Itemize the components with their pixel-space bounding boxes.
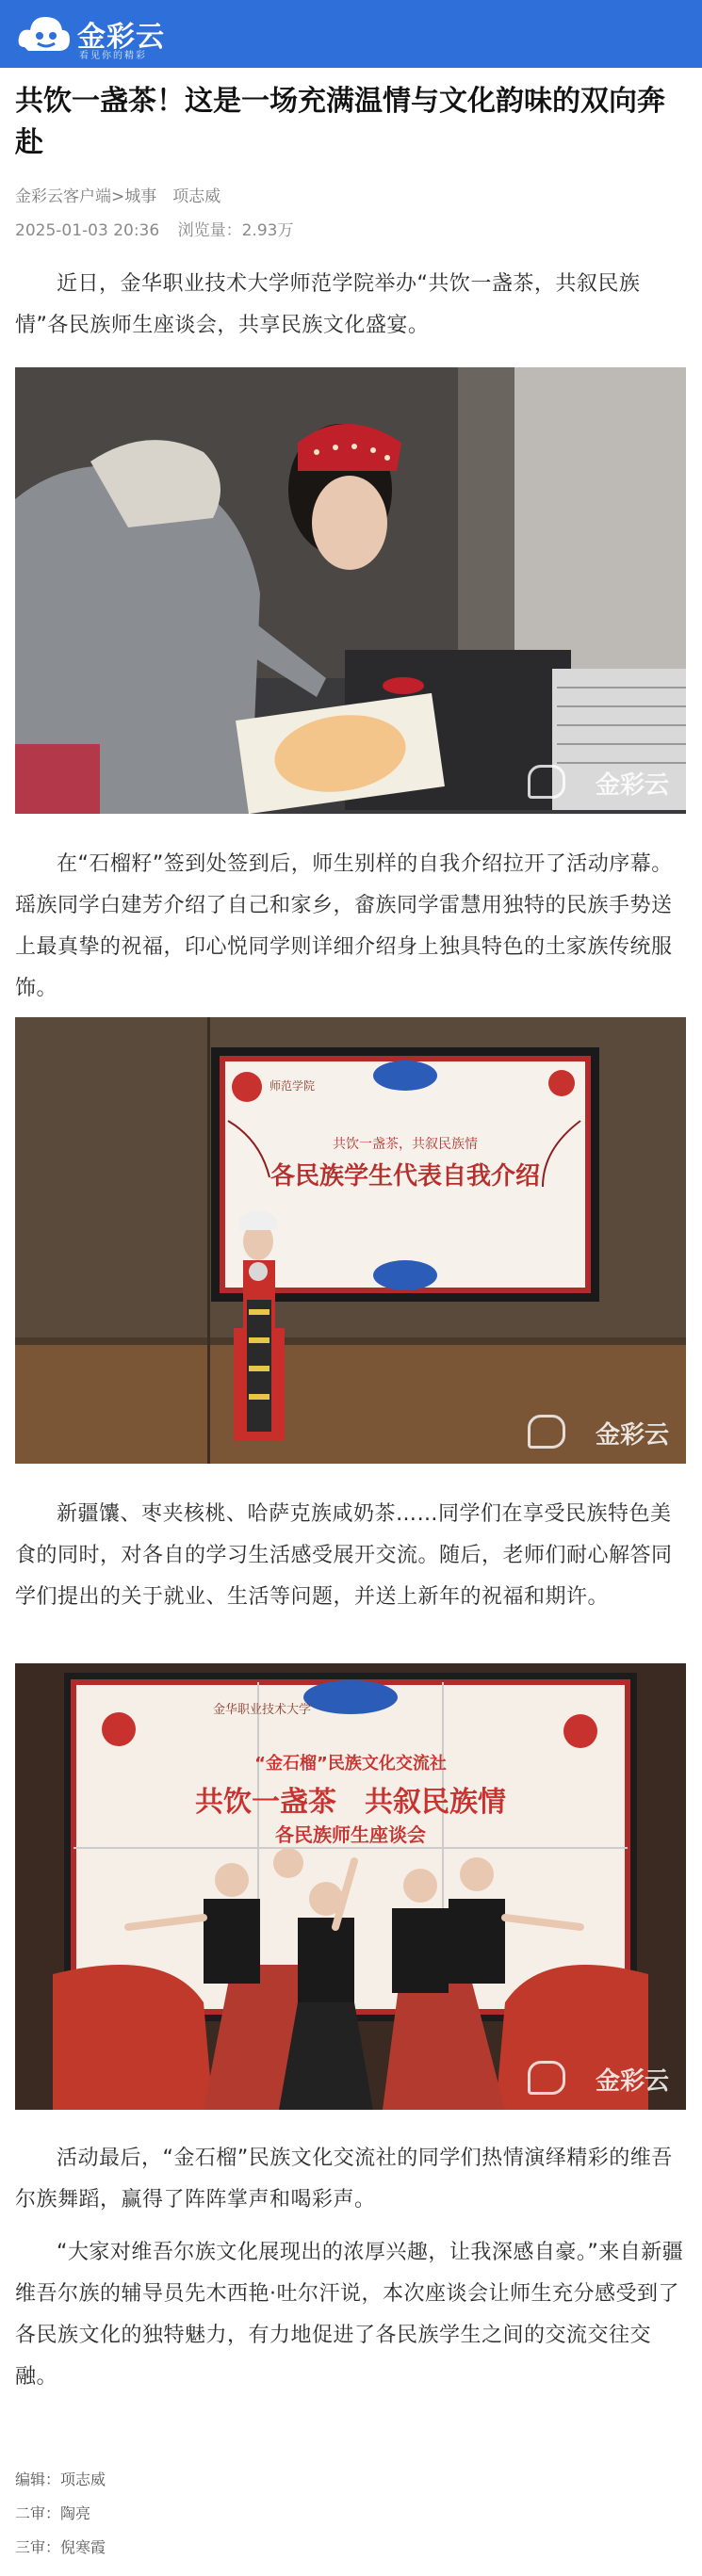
article-photo-dance[interactable] <box>15 1663 686 2110</box>
logo-text: 金彩云 <box>77 21 165 54</box>
publish-date: 2025-01-03 20:36 <box>15 221 160 240</box>
screen-line-1: 共饮一盏茶，共叙民族情 <box>333 1137 478 1152</box>
photo-dance-illustration <box>15 1663 686 2110</box>
watermark-logo-icon <box>528 1415 565 1449</box>
editor-credit: 编辑：项志威 <box>15 2471 106 2488</box>
article-source <box>15 183 220 206</box>
article-paragraph: 近日，金华职业技术大学师范学院举办“共饮一盏茶，共叙民族情”各民族师生座谈会，共享民族文化盛宴。 <box>15 272 641 337</box>
article-paragraph: “大家对维吾尔族文化展现出的浓厚兴趣，让我深感自豪。”来自新疆维吾尔族的辅导员先木西艳·吐尔汗说，本次座谈会让师生充分感受到了各民族文化的独特魅力，有力地促进了各民族学生之间的交流交往交融。 <box>15 2241 684 2389</box>
watermark-logo-icon <box>528 2061 565 2095</box>
screen-line-3: 各民族师生座谈会 <box>275 1823 426 1846</box>
screen-logo: 金华职业技术大学 <box>213 1703 312 1717</box>
app-header <box>0 0 702 68</box>
screen-line-2: 共饮一盏茶 共叙民族情 <box>195 1786 506 1819</box>
photo-watermark: 金彩云 <box>595 771 669 800</box>
photo-watermark: 金彩云 <box>595 1421 669 1450</box>
photo-introduction-illustration <box>15 1017 686 1464</box>
article-paragraph: 活动最后，“金石榴”民族文化交流社的同学们热情演绎精彩的维吾尔族舞蹈，赢得了阵阵掌声和喝彩声。 <box>15 2147 673 2211</box>
article-title: 共饮一盏茶！这是一场充满温情与文化韵味的双向奔赴 <box>15 85 665 159</box>
screen-logo: 师范学院 <box>269 1079 316 1093</box>
screen-line-1: “金石榴”民族文化交流社 <box>254 1754 447 1774</box>
app-logo[interactable] <box>15 9 185 61</box>
cloud-logo-icon <box>15 9 72 58</box>
source-breadcrumb[interactable]: 金彩云客户端>城事 项志威 <box>15 187 221 206</box>
logo-slogan: 看见你的精彩 <box>79 51 147 61</box>
second-review-credit: 二审：陶亮 <box>15 2504 91 2522</box>
article-paragraph: 新疆馕、枣夹核桃、哈萨克族咸奶茶……同学们在享受民族特色美食的同时，对各自的学习生活感受展开交流。随后，老师们耐心解答同学们提出的关于就业、生活等问题，并送上新年的祝福和期许。 <box>15 1502 673 1609</box>
watermark-logo-icon <box>528 765 565 799</box>
article-meta <box>15 217 306 240</box>
photo-signing-illustration <box>15 367 686 814</box>
article-photo-introduction[interactable] <box>15 1017 686 1464</box>
article-paragraph: 在“石榴籽”签到处签到后，师生别样的自我介绍拉开了活动序幕。瑶族同学白建芳介绍了自己和家乡，畲族同学雷慧用独特的民族手势送上最真挚的祝福，印心悦同学则详细介绍身上独具特色的土家族传统服饰。 <box>15 852 673 1000</box>
view-count: 浏览量：2.93万 <box>177 221 294 240</box>
article-photo-signing[interactable] <box>15 367 686 814</box>
screen-line-2: 各民族学生代表自我介绍 <box>269 1162 540 1191</box>
photo-watermark: 金彩云 <box>595 2067 669 2096</box>
third-review-credit: 三审：倪寒霞 <box>15 2538 106 2556</box>
